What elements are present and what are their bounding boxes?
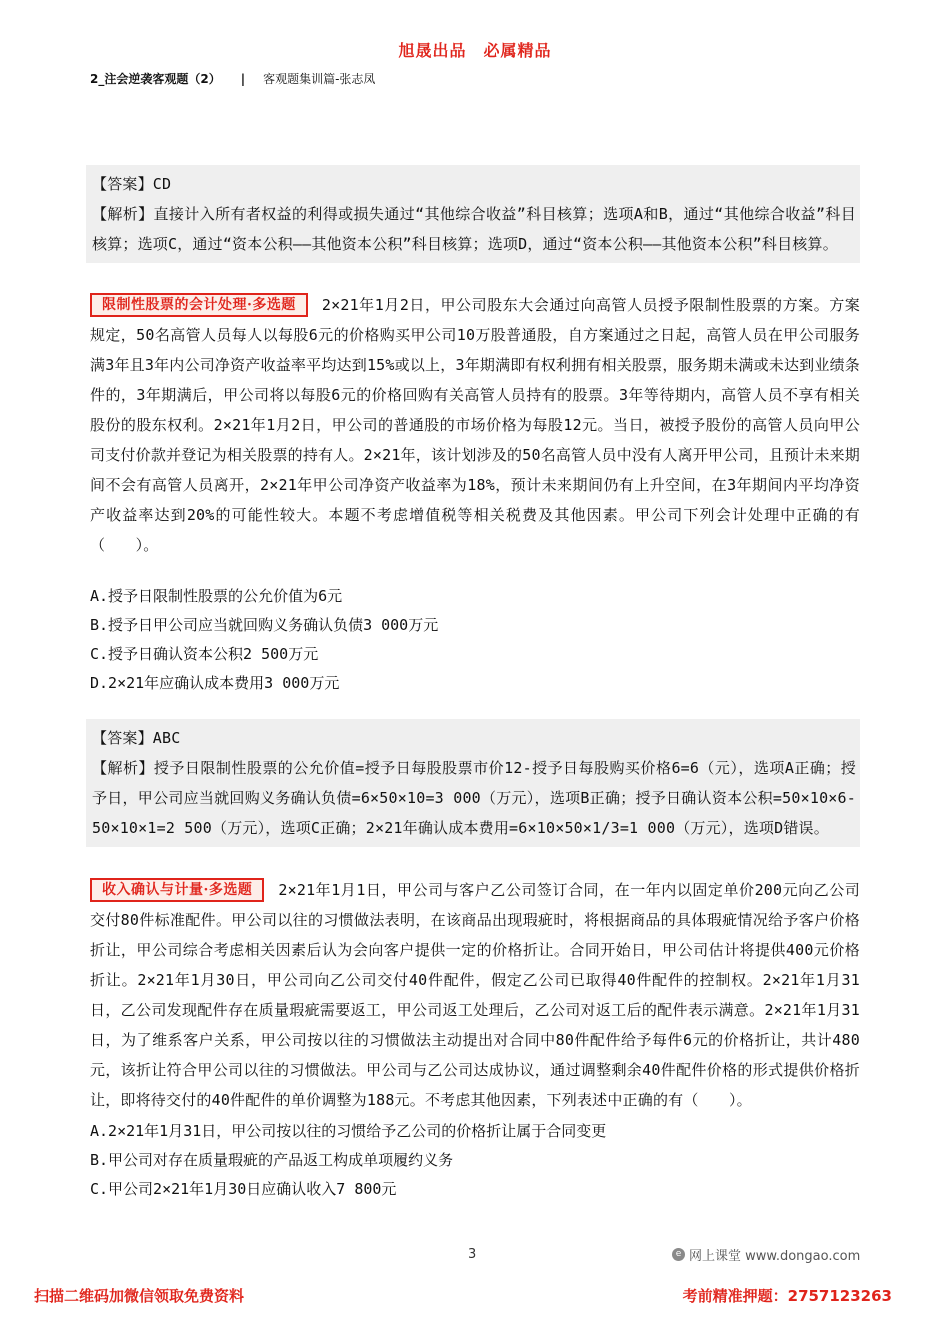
option-b: B.甲公司对存在质量瑕疵的产品返工构成单项履约义务 bbox=[90, 1151, 454, 1169]
answer-line: 【答案】CD bbox=[92, 175, 172, 193]
course-title: 2_注会逆袭客观题（2） bbox=[90, 72, 221, 86]
question-tag: 限制性股票的会计处理·多选题 bbox=[90, 293, 308, 317]
question-stem-text: 2×21年1月1日，甲公司与客户乙公司签订合同，在一年内以固定单价200元向乙公司交付80件标准配件。甲公司以往的习惯做法表明，在该商品出现瑕疵时，将根据商品的具体瑕疵情况给予客户价格折让，甲公司综合考虑相关因素后认为会向客户提供一定的价格折让。合同开始日，甲公司估计将提供400元价格折让。2×21年1月30日，甲公司向乙公司交付40件配件，假定乙公司已取得40件配件的控制权。2×21年1月31日，乙公司发现配件存在质量瑕疵需要返工，甲公司返工处理后，乙公司对返工后的配件表示满意。2×21年1月31日，为了维系客户关系，甲公司按以往的习惯做法主动提出对合同中80件配件给予每件6元的价格折让，共计480元，该折让符合甲公司以往的习惯做法。甲公司与乙公司达成协议，通过调整剩余40件配件价格的形式提供价格折让，即将待交付的40件配件的单价调整为188元。不考虑其他因素，下列表述中正确的有（ ）。 bbox=[90, 881, 860, 1109]
option-a: A.2×21年1月31日，甲公司按以往的习惯给予乙公司的价格折让属于合同变更 bbox=[90, 1122, 607, 1140]
answer-block-2 bbox=[86, 719, 860, 847]
site-text: 网上课堂 www.dongao.com bbox=[689, 1249, 861, 1264]
question-1 bbox=[90, 290, 860, 698]
question-tag: 收入确认与计量·多选题 bbox=[90, 878, 264, 902]
promo-footer-right: 考前精准押题：2757123263 bbox=[682, 1287, 892, 1305]
option-b: B.授予日甲公司应当就回购义务确认负债3 000万元 bbox=[90, 616, 439, 634]
course-subtitle: 客观题集训篇-张志凤 bbox=[263, 72, 376, 86]
answer-block-1 bbox=[86, 165, 860, 263]
question-stem-text: 2×21年1月2日，甲公司股东大会通过向高管人员授予限制性股票的方案。方案规定，50名高管人员每人以每股6元的价格购买甲公司10万股普通股，自方案通过之日起，高管人员在甲公司服务满3年且3年内公司净资产收益率平均达到15%或以上，3年期满即有权利拥有相关股票，服务期未满或未达到业绩条件的，3年期满后，甲公司将以每股6元的价格回购有关高管人员持有的股票。3年等待期内，高管人员不享有相关股份的股东权利。2×21年1月2日，甲公司的普通股的市场价格为每股12元。当日，被授予股份的高管人员向甲公司支付价款并登记为相关股票的持有人。2×21年，该计划涉及的50名高管人员中没有人离开甲公司，且预计未来期间不会有高管人员离开，2×21年甲公司净资产收益率为18%，预计未来期间仍有上升空间，在3年期间内平均净资产收益率达到20%的可能性较大。本题不考虑增值税等相关税费及其他因素。甲公司下列会计处理中正确的有（ ）。 bbox=[90, 296, 860, 554]
explanation-text: 【解析】直接计入所有者权益的利得或损失通过“其他综合收益”科目核算；选项A和B，通过“其他综合收益”科目核算；选项C，通过“资本公积——其他资本公积”科目核算；选项D，通过“资本公积——其他资本公积”科目核算。 bbox=[92, 205, 856, 253]
running-head bbox=[90, 70, 375, 87]
question-2 bbox=[90, 875, 860, 1204]
promo-footer-left: 扫描二维码加微信领取免费资料 bbox=[34, 1287, 245, 1305]
site-logo-icon: e bbox=[672, 1248, 685, 1261]
option-c: C.甲公司2×21年1月30日应确认收入7 800元 bbox=[90, 1180, 397, 1198]
option-c: C.授予日确认资本公积2 500万元 bbox=[90, 645, 319, 663]
option-d: D.2×21年应确认成本费用3 000万元 bbox=[90, 674, 340, 692]
top-banner: 旭晟出品 必属精品 bbox=[398, 41, 552, 60]
option-a: A.授予日限制性股票的公允价值为6元 bbox=[90, 587, 343, 605]
site-footer bbox=[672, 1245, 860, 1264]
explanation-text: 【解析】授予日限制性股票的公允价值=授予日每股股票市价12-授予日每股购买价格6=6（元），选项A正确；授予日，甲公司应当就回购义务确认负债=6×50×10=3 000（万元），选项B正确；授予日确认资本公积=50×10×6-50×10×1=2 500（万元），选项C正确；2×21年确认成本费用=6×10×50×1/3=1 000（万元），选项D错误。 bbox=[92, 759, 856, 837]
answer-line: 【答案】ABC bbox=[92, 729, 181, 747]
header-separator: | bbox=[240, 72, 246, 86]
question-stem bbox=[90, 875, 860, 1115]
question-stem bbox=[90, 290, 860, 560]
page-number: 3 bbox=[468, 1247, 477, 1262]
